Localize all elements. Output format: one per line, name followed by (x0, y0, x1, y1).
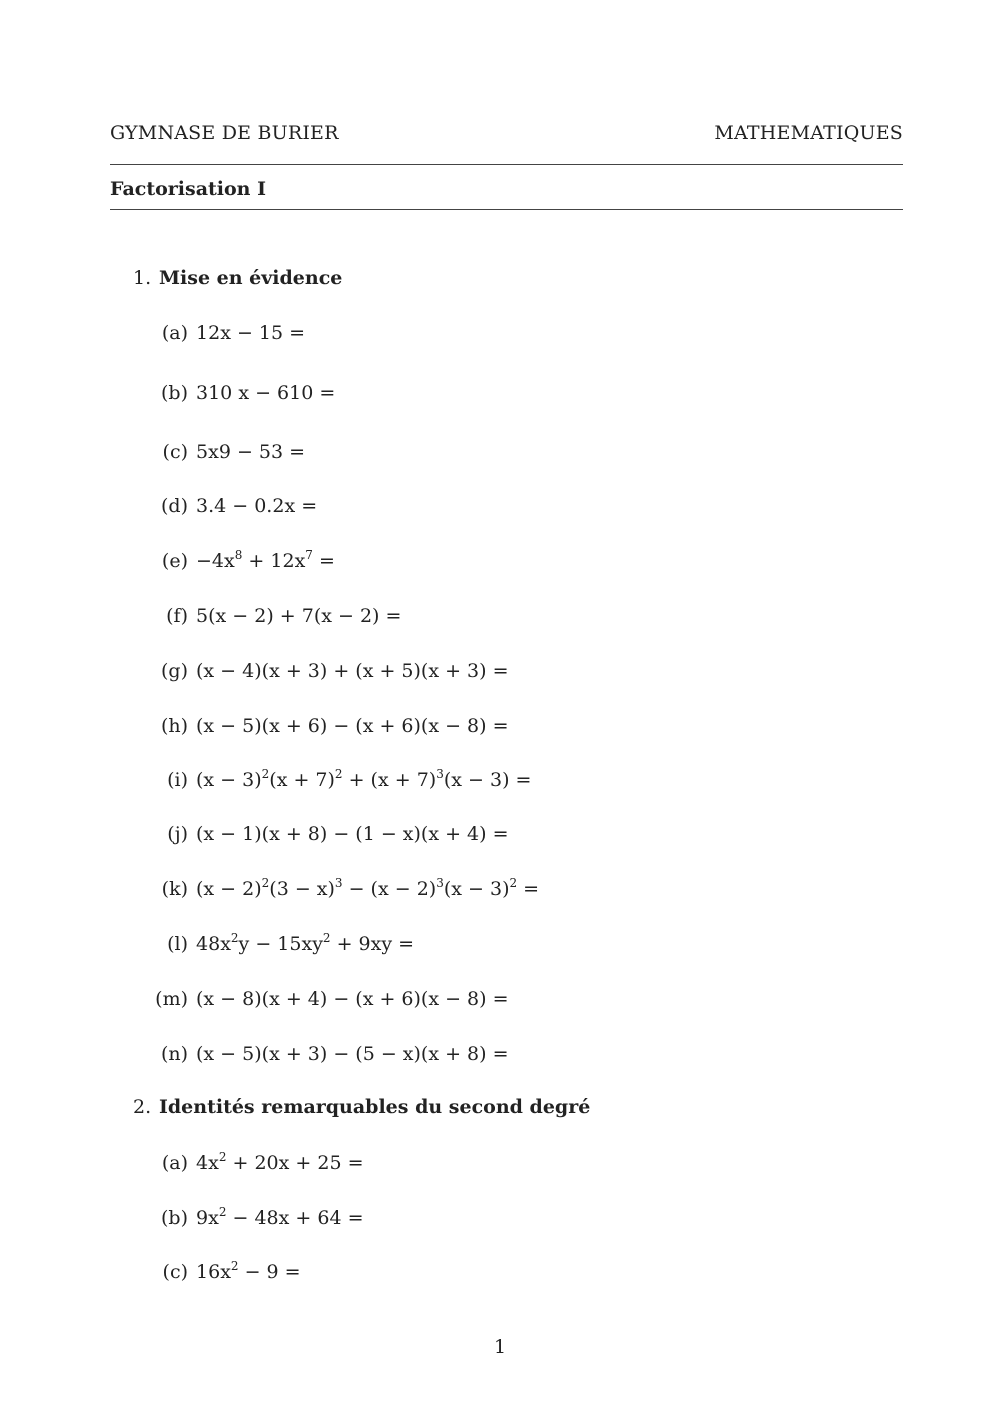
exercise-expression: ( x − 5)(x + 6) − (x + 6)(x − 8) = (196, 715, 509, 737)
exercise-label: (i) (167, 769, 188, 791)
section-title (133, 1096, 590, 1118)
header-divider-bottom (110, 209, 903, 210)
exercise-label: (f) (166, 605, 188, 627)
exercise-expression: ( x − 8)(x + 4) − (x + 6)(x − 8) = (196, 988, 509, 1010)
exercise-item (150, 1203, 364, 1233)
section-label: Identités remarquables du second degré (159, 1096, 591, 1118)
exercise-expression: 310 x − 610 = (196, 382, 336, 404)
exercise-label: (m) (155, 988, 188, 1010)
exercise-expression: ( x − 4)(x + 3) + (x + 5)(x + 3) = (196, 660, 509, 682)
exercise-item (150, 819, 509, 849)
page-header (110, 122, 903, 148)
exercise-expression: 12 x − 15 = (196, 322, 306, 344)
exercise-item (150, 1039, 509, 1069)
exercise-label: (c) (162, 441, 188, 463)
page-number: 1 (493, 1336, 507, 1358)
exercise-item (150, 984, 509, 1014)
exercise-label: (b) (161, 1207, 188, 1229)
exercise-expression: −4 $x^8 + 12x^7$ = (196, 548, 335, 572)
section-number: 2. (133, 1096, 152, 1118)
exercise-item (150, 546, 335, 576)
exercise-label: (a) (161, 1152, 188, 1174)
exercise-item (150, 1148, 364, 1178)
exercise-expression: ( $x - 2)^2(3 - x)^3 - (x - 2)^3(x - 3)^2$ = (196, 876, 540, 900)
exercise-expression: 5x9 − 53 = (196, 441, 306, 463)
section-label: Mise en évidence (159, 267, 343, 289)
exercise-item (150, 874, 539, 904)
exercise-expression: 3.4 − 0.2 x = (196, 495, 318, 517)
exercise-expression: 9 $x^2 - 48x + 64$ = (196, 1205, 364, 1229)
exercise-item (150, 318, 305, 348)
exercise-label: (a) (161, 322, 188, 344)
exercise-label: (e) (161, 550, 188, 572)
exercise-item (150, 656, 509, 686)
exercise-label: (l) (167, 933, 188, 955)
exercise-item (150, 601, 401, 631)
document-title: Factorisation I (110, 178, 266, 200)
exercise-item (150, 1257, 301, 1287)
exercise-item (150, 378, 335, 408)
exercise-label: (c) (162, 1261, 188, 1283)
exercise-expression: 16 $x^2 - 9$ = (196, 1259, 301, 1283)
exercise-expression: 5( x − 2) + 7(x − 2) = (196, 605, 402, 627)
exercise-label: (h) (160, 715, 188, 737)
exercise-label: (n) (160, 1043, 188, 1065)
exercise-item (150, 711, 509, 741)
school-name: GYMNASE DE BURIER (110, 122, 339, 144)
section-number: 1. (133, 267, 152, 289)
exercise-label: (b) (161, 382, 188, 404)
exercise-expression: 48 $x^2y - 15xy^2 + 9xy$ = (196, 931, 415, 955)
section-title (133, 267, 342, 289)
exercise-expression: ( $x - 3)^2(x + 7)^2 + (x + 7)^3(x - 3)$ = (196, 767, 532, 791)
exercise-item (150, 765, 531, 795)
exercise-label: (k) (161, 878, 188, 900)
exercise-expression: 4 $x^2 + 20x + 25$ = (196, 1150, 364, 1174)
exercise-item (150, 491, 317, 521)
subject-name: MATHEMATIQUES (714, 122, 903, 144)
exercise-label: (j) (167, 823, 188, 845)
exercise-item (150, 929, 414, 959)
exercise-label: (d) (161, 495, 188, 517)
header-divider-top (110, 164, 903, 165)
exercise-item (150, 437, 305, 467)
exercise-expression: ( x − 5)(x + 3) − (5 − x)(x + 8) = (196, 1043, 509, 1065)
exercise-label: (g) (161, 660, 188, 682)
exercise-expression: ( x − 1)(x + 8) − (1 − x)(x + 4) = (196, 823, 509, 845)
